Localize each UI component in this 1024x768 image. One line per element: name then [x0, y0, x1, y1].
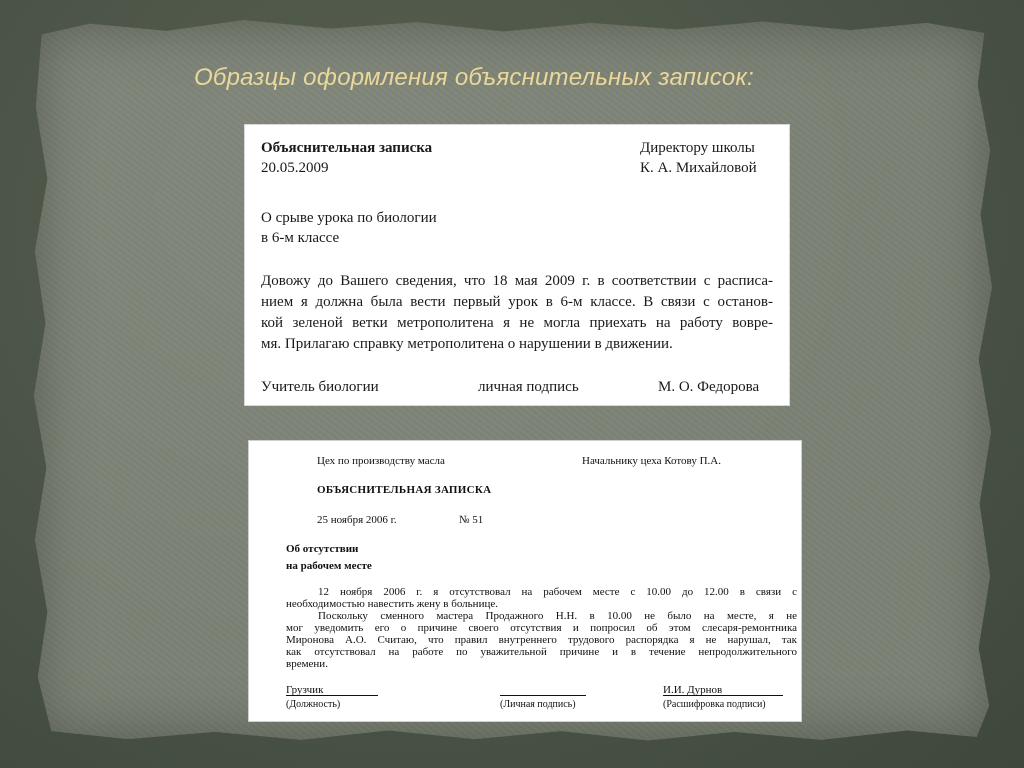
doc2-caption-position: (Должность)	[286, 699, 341, 710]
doc2-subject-line1: Об отсутствии	[286, 543, 359, 555]
doc1-body	[261, 271, 773, 355]
doc1-subject-line1: О срыве урока по биологии	[261, 210, 437, 226]
doc2-body-line: времени.	[286, 658, 328, 670]
doc1-sign-position: Учитель биологии	[261, 379, 379, 395]
doc1-sign-name: М. О. Федорова	[658, 379, 760, 395]
doc1-body-line: Довожу до Вашего сведения, что 18 мая 2009 г. в соответствии с расписа-	[261, 273, 773, 289]
doc1-heading: Объяснительная записка	[261, 140, 433, 156]
doc2-body-line: Поскольку сменного мастера Продажного Н.Н. в 10.00 не было на месте, я не	[318, 610, 797, 622]
doc1-body-line: кой зеленой ветки метрополитена я не могла приехать на работу вовре-	[261, 315, 773, 331]
doc2-caption-name: (Расшифровка подписи)	[663, 699, 766, 710]
doc1-date: 20.05.2009	[261, 160, 329, 176]
doc1-sign-label: личная подпись	[478, 379, 579, 395]
doc1-addressee-line1: Директору школы	[640, 140, 755, 156]
doc2-signature-rule	[500, 695, 586, 696]
doc1-body-line: нием я должна была вести первый урок в 6-м классе. В связи с останов-	[261, 294, 773, 310]
doc2-sign-position: Грузчик	[286, 684, 324, 696]
doc2-body	[286, 586, 797, 670]
doc2-body-line: мог уведомить его о причине своего отсутствия и попросил об этом слесаря-ремонтника	[286, 622, 797, 634]
slide-title: Образцы оформления объяснительных записок:	[194, 64, 754, 91]
doc2-name-rule	[663, 695, 783, 696]
explanatory-note-sample-1	[244, 124, 790, 406]
explanatory-note-sample-2	[248, 440, 802, 722]
doc2-addressee: Начальнику цеха Котову П.А.	[582, 455, 721, 467]
doc1-addressee-line2: К. А. Михайловой	[640, 160, 757, 176]
doc1-body-line: мя. Прилагаю справку метрополитена о нарушении в движении.	[261, 336, 673, 352]
doc2-date: 25 ноября 2006 г.	[317, 514, 397, 526]
doc2-position-rule	[286, 695, 378, 696]
doc2-body-line: необходимостью навестить жену в больнице.	[286, 598, 498, 610]
doc2-sign-name: И.И. Дурнов	[663, 684, 723, 696]
doc2-subject-line2: на рабочем месте	[286, 560, 372, 572]
doc2-heading: ОБЪЯСНИТЕЛЬНАЯ ЗАПИСКА	[317, 484, 492, 496]
doc2-body-line: как отсутствовал на работе по уважительной причине и в течение непродолжительного	[286, 646, 797, 658]
doc2-body-line: 12 ноября 2006 г. я отсутствовал на рабочем месте с 10.00 до 12.00 в связи с	[318, 586, 797, 598]
doc2-body-line: Миронова А.О. Считаю, что правил внутреннего трудового распорядка я не нарушал, так	[286, 634, 797, 646]
doc2-caption-signature: (Личная подпись)	[500, 699, 576, 710]
doc1-subject-line2: в 6-м классе	[261, 230, 340, 246]
doc2-number: № 51	[459, 514, 484, 526]
doc2-org: Цех по производству масла	[317, 455, 445, 467]
